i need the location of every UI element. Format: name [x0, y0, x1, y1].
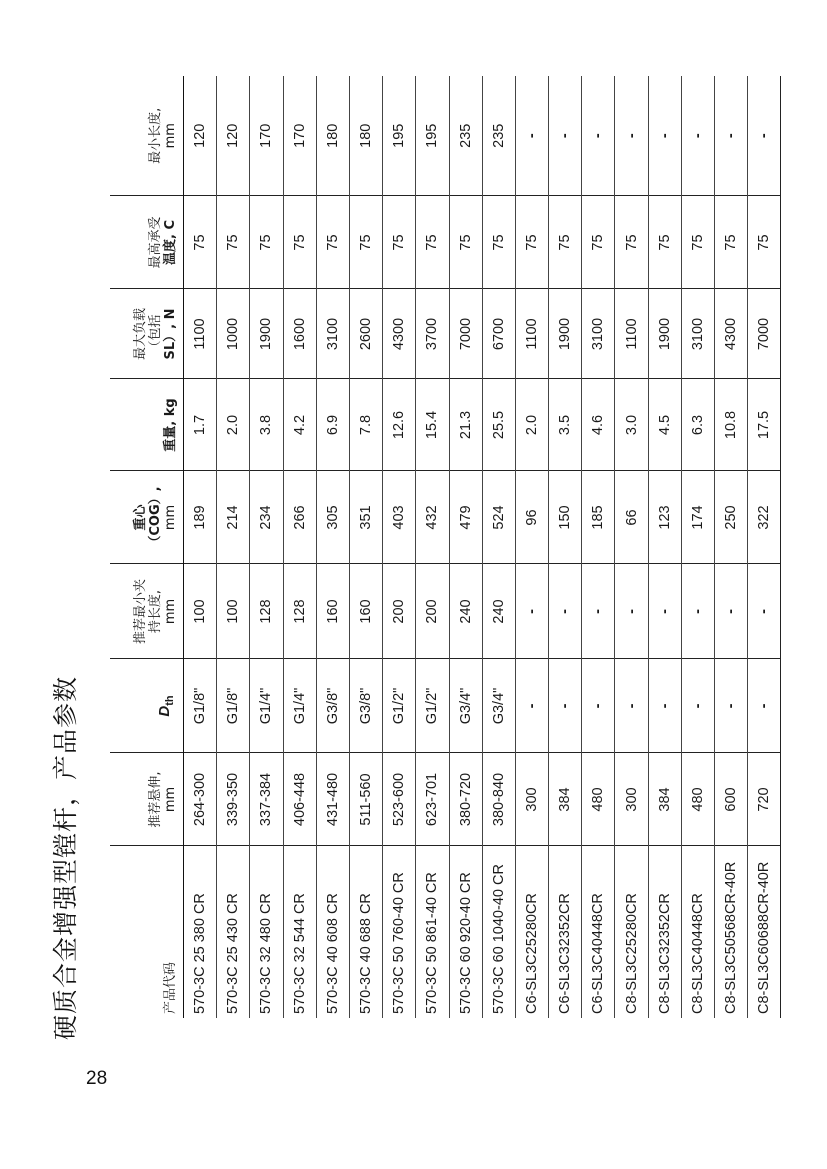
- cell-max-temp: 75: [250, 196, 283, 289]
- cell-recommended-overhang: 431-480: [316, 753, 349, 846]
- cell-weight: 6.3: [681, 379, 714, 471]
- cell-dth: -: [648, 659, 681, 753]
- cell-max-load: 2600: [349, 289, 382, 379]
- cell-max-temp: 75: [648, 196, 681, 289]
- cell-recommended-overhang: 264-300: [184, 753, 217, 846]
- header-label: （COG）,: [148, 486, 163, 549]
- cell-cog: 305: [316, 471, 349, 564]
- cell-weight: 6.9: [316, 379, 349, 471]
- header-recommended-overhang: [110, 753, 184, 846]
- header-max-load: [110, 289, 184, 379]
- cell-weight: 4.2: [283, 379, 316, 471]
- cell-min-clamp-length: -: [681, 564, 714, 659]
- header-subscript: th: [164, 695, 176, 706]
- cell-min-length: 195: [383, 76, 416, 196]
- cell-cog: 432: [416, 471, 449, 564]
- cell-recommended-overhang: 511-560: [349, 753, 382, 846]
- cell-cog: 266: [283, 471, 316, 564]
- page-title: 硬质合金增强型镗杆，产品参数: [51, 675, 80, 1040]
- cell-min-clamp-length: -: [715, 564, 748, 659]
- cell-max-load: 3100: [582, 289, 615, 379]
- cell-max-temp: 75: [383, 196, 416, 289]
- cell-dth: G3/8": [316, 659, 349, 753]
- cell-min-clamp-length: 240: [482, 564, 515, 659]
- cell-max-temp: 75: [549, 196, 582, 289]
- header-label: （包括: [148, 314, 163, 354]
- header-label: 重心: [133, 504, 148, 531]
- cell-cog: 66: [615, 471, 648, 564]
- cell-weight: 17.5: [748, 379, 781, 471]
- cell-max-temp: 75: [681, 196, 714, 289]
- cell-min-length: 235: [449, 76, 482, 196]
- cell-cog: 524: [482, 471, 515, 564]
- cell-product-code: 570-3C 50 760-40 CR: [383, 846, 416, 1018]
- cell-min-clamp-length: 128: [283, 564, 316, 659]
- cell-min-clamp-length: 160: [316, 564, 349, 659]
- table-row: [615, 76, 648, 1018]
- cell-product-code: 570-3C 25 430 CR: [217, 846, 250, 1018]
- cell-min-clamp-length: -: [648, 564, 681, 659]
- cell-product-code: 570-3C 40 688 CR: [349, 846, 382, 1018]
- table-row: [549, 76, 582, 1018]
- cell-min-clamp-length: 240: [449, 564, 482, 659]
- table-row: [416, 76, 449, 1018]
- cell-max-load: 1000: [217, 289, 250, 379]
- cell-max-temp: 75: [582, 196, 615, 289]
- header-min-clamp-length: [110, 564, 184, 659]
- cell-recommended-overhang: 480: [582, 753, 615, 846]
- cell-min-length: 235: [482, 76, 515, 196]
- header-label: 推荐悬伸,: [148, 771, 163, 828]
- table-row: [283, 76, 316, 1018]
- header-symbol: D: [156, 705, 173, 717]
- cell-min-length: -: [715, 76, 748, 196]
- header-label: 推荐最小夹: [133, 579, 148, 645]
- cell-max-temp: 75: [449, 196, 482, 289]
- cell-cog: 96: [515, 471, 548, 564]
- table-row: [316, 76, 349, 1018]
- cell-max-load: 3100: [681, 289, 714, 379]
- cell-dth: -: [549, 659, 582, 753]
- header-min-length: [110, 76, 184, 196]
- cell-dth: -: [681, 659, 714, 753]
- cell-weight: 7.8: [349, 379, 382, 471]
- header-unit: 温度, C: [163, 220, 178, 266]
- header-unit: mm: [163, 598, 178, 625]
- cell-max-temp: 75: [283, 196, 316, 289]
- cell-weight: 21.3: [449, 379, 482, 471]
- cell-dth: G1/4": [283, 659, 316, 753]
- cell-min-clamp-length: -: [748, 564, 781, 659]
- cell-max-temp: 75: [615, 196, 648, 289]
- header-unit: mm: [163, 504, 178, 531]
- cell-weight: 12.6: [383, 379, 416, 471]
- header-dth: [110, 659, 184, 753]
- header-label: [156, 695, 176, 717]
- cell-weight: 1.7: [184, 379, 217, 471]
- cell-max-load: 1100: [184, 289, 217, 379]
- cell-recommended-overhang: 384: [648, 753, 681, 846]
- cell-dth: -: [715, 659, 748, 753]
- cell-max-temp: 75: [416, 196, 449, 289]
- cell-max-load: 1900: [549, 289, 582, 379]
- cell-min-length: -: [648, 76, 681, 196]
- cell-cog: 250: [715, 471, 748, 564]
- table-row: [383, 76, 416, 1018]
- header-unit: SL）, N: [163, 308, 178, 360]
- cell-dth: G3/8": [349, 659, 382, 753]
- cell-dth: -: [582, 659, 615, 753]
- table-row: [349, 76, 382, 1018]
- cell-min-clamp-length: -: [549, 564, 582, 659]
- rotated-page-content: [40, 68, 800, 1040]
- cell-min-clamp-length: 100: [217, 564, 250, 659]
- cell-min-length: -: [549, 76, 582, 196]
- cell-dth: G1/8": [184, 659, 217, 753]
- cell-dth: G1/8": [217, 659, 250, 753]
- cell-product-code: C8-SL3C25280CR: [615, 846, 648, 1018]
- cell-dth: G3/4": [482, 659, 515, 753]
- cell-recommended-overhang: 720: [748, 753, 781, 846]
- table-header-row: [110, 76, 184, 1018]
- cell-max-load: 1100: [515, 289, 548, 379]
- cell-product-code: 570-3C 32 480 CR: [250, 846, 283, 1018]
- header-cog: [110, 471, 184, 564]
- cell-max-load: 3700: [416, 289, 449, 379]
- header-unit: mm: [163, 786, 178, 813]
- cell-min-clamp-length: -: [615, 564, 648, 659]
- cell-cog: 214: [217, 471, 250, 564]
- cell-min-clamp-length: 128: [250, 564, 283, 659]
- table-row: [184, 76, 217, 1018]
- header-label: 重量, kg: [163, 398, 178, 452]
- cell-weight: 2.0: [515, 379, 548, 471]
- cell-dth: G1/4": [250, 659, 283, 753]
- cell-max-load: 4300: [383, 289, 416, 379]
- cell-min-length: -: [681, 76, 714, 196]
- cell-dth: G1/2": [383, 659, 416, 753]
- cell-weight: 2.0: [217, 379, 250, 471]
- cell-min-length: -: [582, 76, 615, 196]
- cell-min-length: 180: [349, 76, 382, 196]
- header-weight: [110, 379, 184, 471]
- cell-min-length: 120: [217, 76, 250, 196]
- cell-max-load: 6700: [482, 289, 515, 379]
- cell-min-length: 170: [250, 76, 283, 196]
- page-number: 28: [86, 1068, 108, 1089]
- cell-dth: G1/2": [416, 659, 449, 753]
- cell-min-length: 120: [184, 76, 217, 196]
- cell-max-load: 1900: [250, 289, 283, 379]
- cell-min-length: 170: [283, 76, 316, 196]
- cell-weight: 4.6: [582, 379, 615, 471]
- cell-recommended-overhang: 300: [515, 753, 548, 846]
- cell-product-code: 570-3C 40 608 CR: [316, 846, 349, 1018]
- cell-cog: 174: [681, 471, 714, 564]
- cell-max-temp: 75: [316, 196, 349, 289]
- cell-min-clamp-length: 200: [383, 564, 416, 659]
- table-row: [715, 76, 748, 1018]
- cell-product-code: C8-SL3C40448CR: [681, 846, 714, 1018]
- cell-dth: -: [615, 659, 648, 753]
- cell-cog: 185: [582, 471, 615, 564]
- cell-recommended-overhang: 623-701: [416, 753, 449, 846]
- cell-max-temp: 75: [515, 196, 548, 289]
- table-row: [217, 76, 250, 1018]
- cell-max-load: 4300: [715, 289, 748, 379]
- cell-dth: -: [748, 659, 781, 753]
- cell-product-code: 570-3C 50 861-40 CR: [416, 846, 449, 1018]
- table-row: [681, 76, 714, 1018]
- cell-recommended-overhang: 337-384: [250, 753, 283, 846]
- cell-product-code: C8-SL3C32352CR: [648, 846, 681, 1018]
- cell-min-clamp-length: 200: [416, 564, 449, 659]
- cell-product-code: C6-SL3C40448CR: [582, 846, 615, 1018]
- cell-max-load: 7000: [748, 289, 781, 379]
- cell-max-load: 1600: [283, 289, 316, 379]
- cell-cog: 322: [748, 471, 781, 564]
- cell-min-clamp-length: -: [515, 564, 548, 659]
- header-unit: mm: [163, 123, 178, 149]
- cell-cog: 351: [349, 471, 382, 564]
- table-row: [515, 76, 548, 1018]
- cell-max-load: 1900: [648, 289, 681, 379]
- cell-dth: G3/4": [449, 659, 482, 753]
- cell-min-length: -: [515, 76, 548, 196]
- cell-recommended-overhang: 384: [549, 753, 582, 846]
- cell-recommended-overhang: 523-600: [383, 753, 416, 846]
- header-label: 持长度,: [148, 589, 163, 634]
- cell-product-code: 570-3C 60 1040-40 CR: [482, 846, 515, 1018]
- header-label: 最高承受: [148, 216, 163, 269]
- cell-weight: 4.5: [648, 379, 681, 471]
- cell-min-clamp-length: 100: [184, 564, 217, 659]
- cell-max-temp: 75: [217, 196, 250, 289]
- header-label: 产品代码: [163, 961, 178, 1014]
- cell-cog: 234: [250, 471, 283, 564]
- cell-weight: 10.8: [715, 379, 748, 471]
- cell-min-clamp-length: -: [582, 564, 615, 659]
- cell-product-code: 570-3C 60 920-40 CR: [449, 846, 482, 1018]
- cell-recommended-overhang: 406-448: [283, 753, 316, 846]
- header-label: 最大负载: [133, 308, 148, 361]
- product-parameters-table: [110, 76, 781, 1018]
- cell-min-length: -: [615, 76, 648, 196]
- cell-recommended-overhang: 339-350: [217, 753, 250, 846]
- cell-weight: 15.4: [416, 379, 449, 471]
- cell-max-temp: 75: [349, 196, 382, 289]
- cell-product-code: C6-SL3C25280CR: [515, 846, 548, 1018]
- cell-recommended-overhang: 380-720: [449, 753, 482, 846]
- cell-max-load: 1100: [615, 289, 648, 379]
- table-row: [648, 76, 681, 1018]
- cell-weight: 3.0: [615, 379, 648, 471]
- cell-cog: 150: [549, 471, 582, 564]
- cell-max-temp: 75: [184, 196, 217, 289]
- cell-product-code: C8-SL3C50568CR-40R: [715, 846, 748, 1018]
- cell-min-length: -: [748, 76, 781, 196]
- header-product-code: [110, 846, 184, 1018]
- cell-recommended-overhang: 380-840: [482, 753, 515, 846]
- table-row: [582, 76, 615, 1018]
- table-row: [449, 76, 482, 1018]
- cell-dth: -: [515, 659, 548, 753]
- cell-product-code: C8-SL3C60688CR-40R: [748, 846, 781, 1018]
- table-row: [250, 76, 283, 1018]
- cell-min-length: 180: [316, 76, 349, 196]
- cell-max-temp: 75: [715, 196, 748, 289]
- cell-recommended-overhang: 480: [681, 753, 714, 846]
- cell-max-load: 3100: [316, 289, 349, 379]
- cell-weight: 3.5: [549, 379, 582, 471]
- cell-product-code: C6-SL3C32352CR: [549, 846, 582, 1018]
- table-row: [482, 76, 515, 1018]
- cell-weight: 25.5: [482, 379, 515, 471]
- cell-max-load: 7000: [449, 289, 482, 379]
- table-row: [748, 76, 781, 1018]
- header-label: 最小长度,: [148, 107, 163, 164]
- cell-min-clamp-length: 160: [349, 564, 382, 659]
- cell-product-code: 570-3C 32 544 CR: [283, 846, 316, 1018]
- cell-max-temp: 75: [482, 196, 515, 289]
- table-body: [184, 76, 781, 1018]
- cell-cog: 403: [383, 471, 416, 564]
- cell-weight: 3.8: [250, 379, 283, 471]
- cell-cog: 189: [184, 471, 217, 564]
- cell-min-length: 195: [416, 76, 449, 196]
- cell-cog: 123: [648, 471, 681, 564]
- cell-recommended-overhang: 600: [715, 753, 748, 846]
- cell-recommended-overhang: 300: [615, 753, 648, 846]
- cell-max-temp: 75: [748, 196, 781, 289]
- header-max-temp: [110, 196, 184, 289]
- cell-cog: 479: [449, 471, 482, 564]
- cell-product-code: 570-3C 25 380 CR: [184, 846, 217, 1018]
